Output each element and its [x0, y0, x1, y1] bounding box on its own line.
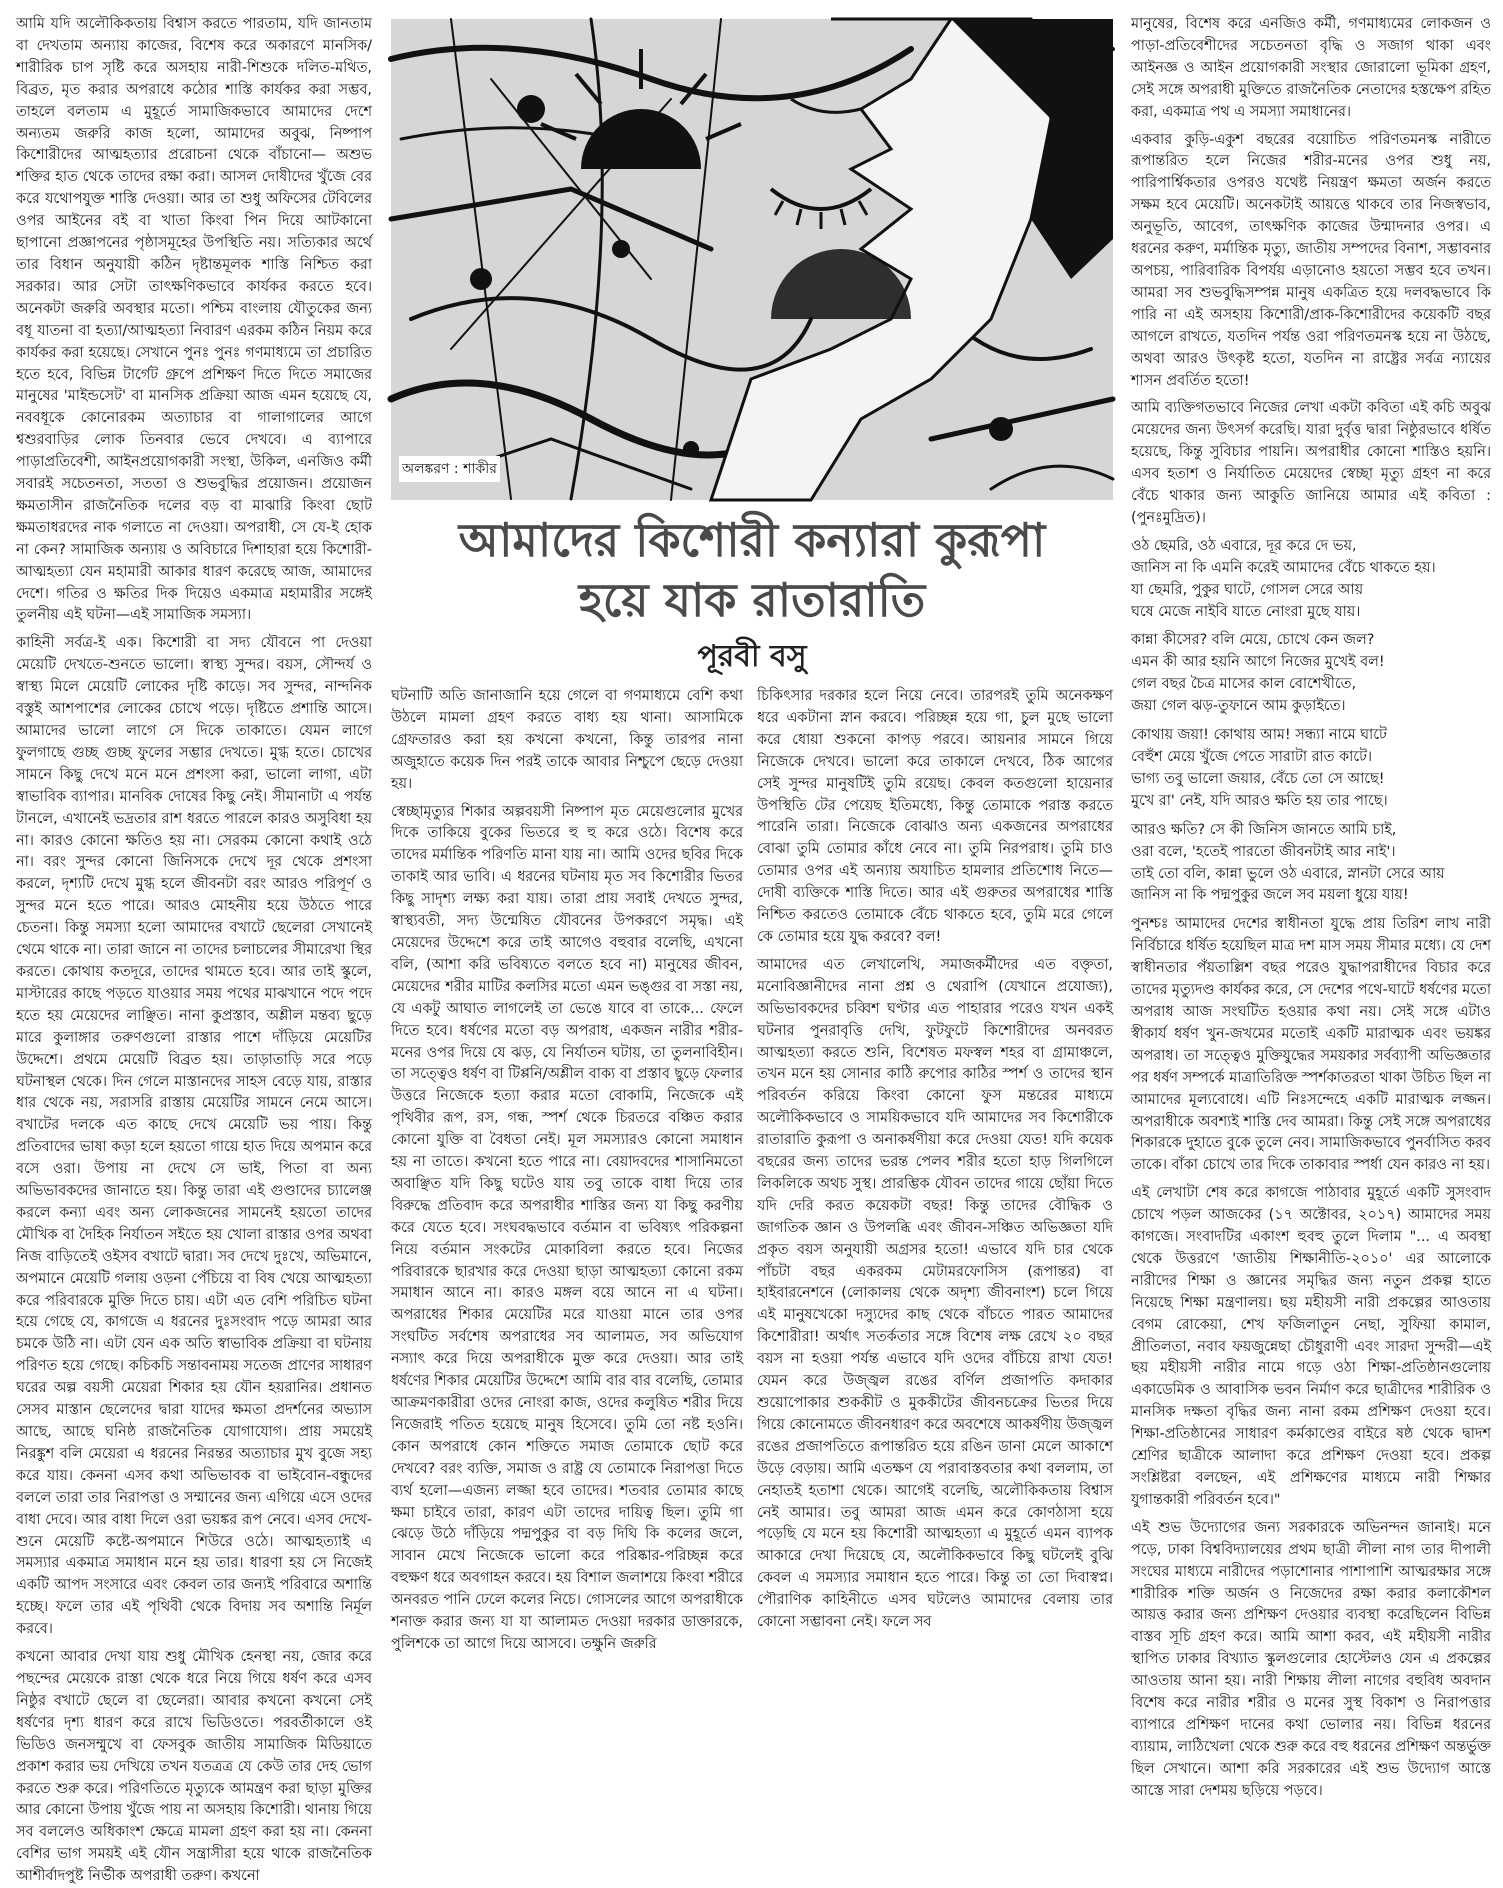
poem-stanza: [1131, 630, 1491, 718]
paragraph: পুনশ্চঃ আমাদের দেশের স্বাধীনতা যুদ্ধে প্রায় তিরিশ লাখ নারী নির্বিচারে ধর্ষিত হয়েছিল মাত্র দশ মাস সময় সীমার মধ্যে। যে দেশ স্বাধীনতার পঁয়তাল্লিশ বছর পরেও যুদ্ধাপরাধীদের বিচার করে তাদের মৃত্যুদণ্ড কার্যকর করে, সে দেশের পথে-ঘাটে ধর্ষণের মতো অপরাধ আজ সংঘটিত হওয়ার কথা নয়। সেই সঙ্গে এটাও স্বীকার্য ধর্ষণ খুন-জখমের মতোই একটি মারাত্মক এবং ভয়ঙ্কর অপরাধ। তা সত্ত্বেও মুক্তিযুদ্ধের সময়কার সর্বব্যাপী অভিজ্ঞতার পর ধর্ষণ সম্পর্কে মাত্রাতিরিক্ত স্পর্শকাতরতা থাকা উচিত ছিল না আমাদের মূল্যবোধে। এটি নিঃসন্দেহে একটি মারাত্মক লজ্জন। অপরাধীকে অবশ্যই শাস্তি দেব আমরা। কিন্তু সেই সঙ্গে অপরাধের শিকারকে দুহাতে বুকে তুলে নেব। সামাজিকভাবে পুনর্বাসিত করব তাকে। বাঁকা চোখে তার দিকে তাকাবার স্পর্ধা যেন কারও না হয়।: [1131, 916, 1491, 1174]
poem-line: এমন কী আর হয়নি আগে নিজের মুখেই বল!: [1131, 654, 1385, 671]
poem-line: জানিস না কি এমনি করেই আমাদের বেঁচে থাকতে হয়।: [1131, 559, 1436, 576]
poem-line: বেহুঁশ মেয়ে খুঁজে পেতে সারাটা রাত কাটে।: [1131, 749, 1373, 765]
poem-stanza: [1131, 536, 1491, 624]
poem-line: যা ছেমরি, পুকুর ঘাটে, গোসল সেরে আয়: [1131, 581, 1364, 598]
poem-line: কান্না কীসের? বলি মেয়ে, চোখে কেন জল?: [1131, 632, 1375, 649]
poem-line: জানিস না কি পদ্মপুকুর জলে সব ময়লা ধুয়ে যায়!: [1131, 887, 1409, 904]
paragraph: কখনো আবার দেখা যায় শুধু মৌখিক হেনস্থা নয়, জোর করে পছন্দের মেয়েকে রাস্তা থেকে ধরে নিয়ে গিয়ে ধর্ষণ করে এসব নিষ্ঠুর বখাটে ছেলে বা ছেলেরা। আবার কখনো কখনো সেই ধর্ষণের দৃশ্য ধারণ করে রাখে ভিডিওতে। পরবর্তীকালে ওই ভিডিও জনসম্মুখে বা ফেসবুক জাতীয় সামাজিক মিডিয়াতে প্রকাশ করার ভয় দেখিয়ে তখন যতত্রত্র যে কেউ তার দেহ ভোগ করতে শুরু করে। পরিণতিতে মৃত্যুকে আমন্ত্রণ করা ছাড়া মুক্তির আর কোনো উপায় খুঁজে পায় না অসহায় কিশোরী। থানায় গিয়ে সব বললেও অধিকাংশ ক্ষেত্রে মামলা গ্রহণ করা হয় না। কেননা বেশির ভাগ সময়ই এই যৌন সন্ত্রাসীরা হয়ে থাকে রাজনৈতিক আশীর্বাদপুষ্ট নির্ভীক অপরাধী তরুণ। কখনো: [16, 1649, 372, 1885]
paragraph: ঘটনাটি অতি জানাজানি হয়ে গেলে বা গণমাধ্যমে বেশি কথা উঠলে মামলা গ্রহণ করতে বাধ্য হয় থানা। আসামিকে গ্রেফতারও করা হয় কখনো কখনো, কিন্তু তারপর নানা অজুহাতে কয়েক দিন পরই তাকে আবার নিশ্চুপে ছেড়ে দেওয়া হয়।: [391, 688, 743, 792]
illustration: [391, 19, 1113, 500]
paragraph: আমি ব্যক্তিগতভাবে নিজের লেখা একটা কবিতা এই কচি অবুঝ মেয়েদের জন্য উৎসর্গ করেছি। যারা দুর্বৃত্ত দ্বারা নিষ্ঠুরভাবে ধর্ষিত হয়েছে, কিন্তু সুবিচার পায়নি। অপরাধীর কোনো শাস্তিও হয়নি। এসব হতাশ ও নির্যাতিত মেয়েদের স্বেচ্ছা মৃত্যু গ্রহণ না করে বেঁচে থাকার জন্য আকুতি জানিয়ে আমার এই কবিতা : (পুনঃমুদ্রিত)।: [1131, 400, 1491, 526]
headline: [391, 510, 1113, 630]
paragraph: আমি যদি অলৌকিকতায় বিশ্বাস করতে পারতাম, যদি জানতাম বা দেখতাম অন্যায় কাজের, বিশেষ করে অকারণে মানসিক/শারীরিক চাপ সৃষ্টি করে অসহায় নারী-শিশুকে দলিত-মথিত, বিব্রত, মৃত করার অপরাধে কঠোর শাস্তি কার্যকর করা সম্ভব, তাহলে বলতাম এ মুহূর্তে সামাজিকভাবে আমাদের দেশে অন্যতম জরুরি কাজ হলো, আমাদের অবুঝ, নিষ্পাপ কিশোরীদের আত্মহত্যার প্ররোচনা থেকে বাঁচানো— অশুভ শক্তির হাত থেকে তাদের রক্ষা করা। আসল দোষীদের খুঁজে বের করে যথোপযুক্ত শাস্তি দেওয়া। আর তা শুধু অফিসের টেবিলের ওপর আইনের বই বা খাতা কিংবা পিন দিয়ে আটকানো ছাপানো প্রজ্ঞাপনের পৃষ্ঠাসমূহের উপস্থিতি নয়। সত্যিকার অর্থে তার বিধান অনুযায়ী কঠিন দৃষ্টান্তমূলক শাস্তি নিশ্চিত করা সরকার। আর সেটা তাৎক্ষণিকভাবে কার্যকর করতে হবে। অনেকটা জরুরি অবস্থার মতো। পশ্চিম বাংলায় যৌতুকের জন্য বধূ যাতনা বা হত্যা/আত্মহত্যা নিবারণ এরকম কঠিন নিয়ম করে কার্যকর করা হয়েছে। সেখানে পুনঃ পুনঃ গণমাধ্যমে তা প্রচারিত হতে হবে, বিভিন্ন টার্গেট গ্রুপে প্রশিক্ষণ দিতে দিতে সমাজের মানুষের 'মাইন্ডসেট' বা মানসিক প্রক্রিয়া আজ এমন হয়েছে যে, নববধূকে কোনোরকম অত্যাচার বা গালাগালের আগে শ্বশুরবাড়ির লোক তিনবার ভেবে দেখবে। এ ব্যাপারে পাড়াপ্রতিবেশী, আইনপ্রয়োগকারী সংস্থা, উকিল, এনজিও কর্মী সবারই সচেতনতা, সততা ও শুভবুদ্ধির প্রয়োজন। প্রয়োজন ক্ষমতাসীন রাজনৈতিক দলের বড় বা মাঝারি কিংবা ছোট ক্ষমতাধরদের নাক গলাতে না দেওয়া। অপরাধী, সে যে-ই হোক না কেন? সামাজিক অন্যায় ও অবিচারে দিশাহারা হয়ে কিশোরী-আত্মহত্যা যেন মহামারী আকার ধারণ করেছে আজ, আমাদের দেশে। গতির ও ক্ষতির দিক দিয়েও একমাত্র মহামারীর সঙ্গেই তুলনীয় এই ঘটনা—এই সামাজিক সমস্যা।: [16, 16, 372, 624]
paragraph: মানুষের, বিশেষ করে এনজিও কর্মী, গণমাধ্যমের লোকজন ও পাড়া-প্রতিবেশীদের সচেতনতা বৃদ্ধি ও সজাগ থাকা এবং আইনজ্ঞ ও আইন প্রয়োগকারী সংস্থার জোরালো ভূমিকা গ্রহণ, সেই সঙ্গে অপরাধী মুক্তিতে রাজনৈতিক নেতাদের হস্তক্ষেপ রহিত করা, একমাত্র পথ এ সমস্যা সমাধানের।: [1131, 16, 1491, 120]
article-column-4: [1131, 14, 1491, 1799]
paragraph: এই লেখাটা শেষ করে কাগজে পাঠাবার মুহূর্তে একটি সুসংবাদ চোখে পড়ল আজকের (১৭ অক্টোবর, ২০১৭) আমাদের সময় কাগজে। সংবাদটির একাংশ হুবহু তুলে দিলাম "... এ অবস্থা থেকে উত্তরণে 'জাতীয় শিক্ষানীতি-২০১০' এর আলোকে নারীদের শিক্ষা ও জ্ঞানের সমৃদ্ধির জন্য নতুন প্রকল্প হাতে নিয়েছে শিক্ষা মন্ত্রণালয়। ছয় মহীয়সী নারী প্রকল্পের আওতায় বেগম রোকেয়া, শেখ ফজিলাতুন নেছা, সুফিয়া কামাল, প্রীতিলতা, নবাব ফয়জুন্নেছা চৌধুরাণী এবং সারদা সুন্দরী—এই ছয় মহীয়সী নারীর নামে গড়ে ওঠা শিক্ষা-প্রতিষ্ঠানগুলোয় একাডেমিক ও আবাসিক ভবন নির্মাণ করে ছাত্রীদের শারীরিক ও মানসিক দক্ষতা বৃদ্ধির জন্য নানা রকম প্রশিক্ষণ দেওয়া হবে। শিক্ষা-প্রতিষ্ঠানের সাধারণ কর্মকাণ্ডের বাইরে ষষ্ঠ থেকে দ্বাদশ শ্রেণির ছাত্রীকে আলাদা করে প্রশিক্ষণ দেওয়া হবে। প্রকল্প সংশ্লিষ্টরা বলছেন, এই প্রশিক্ষণের মাধ্যমে নারী শিক্ষার যুগান্তকারী পরিবর্তন হবে।": [1131, 1185, 1491, 1508]
paragraph: চিকিৎসার দরকার হলে নিয়ে নেবে। তারপরই তুমি অনেকক্ষণ ধরে একটানা স্নান করবে। পরিচ্ছন্ন হয়ে গা, চুল মুছে ভালো করে ধোয়া শুকনো কাপড় পরবে। আয়নার সামনে গিয়ে নিজেকে দেখবে। ভালো করে তাকালে দেখবে, ঠিক আগের সেই সুন্দর মানুষটিই তুমি রয়েছ। কেবল কতগুলো হায়েনার উপস্থিতি টের পেয়েছ ইতিমধ্যে, কিন্তু তোমাকে পরাস্ত করতে পারেনি তারা। নিজেকে বোঝাও অন্য একজনের অপরাধের বোঝা তুমি তোমার কাঁধে নেবে না। তুমি নিরপরাধ। তুমি চাও তোমার ওপর এই অন্যায় অযাচিত হামলার প্রতিশোধ নিতে—দোষী ব্যক্তিকে শাস্তি দিতে। আর এই গুরুতর অপরাধের শাস্তি নিশ্চিত করতেও তোমাকে বেঁচে থাকতে হবে, তুমি মরে গেলে কে তোমার হয়ে যুদ্ধ করবে? বল!: [757, 688, 1113, 945]
poem-line: কোথায় জয়া! কোথায় আম! সন্ধ্যা নামে ঘাটে: [1131, 727, 1387, 744]
poem: [1131, 536, 1491, 908]
poem-line: ভাগ্য তবু ভালো জয়ার, বেঁচে তো সে আছে!: [1131, 770, 1385, 787]
poem-line: মুখে রা' নেই, যদি আরও ক্ষতি হয় তার পাছে।: [1131, 792, 1388, 809]
article-column-1: [16, 14, 372, 1885]
poem-line: ওঠ ছেমরি, ওঠ এবারে, দূর করে দে ভয়,: [1131, 537, 1357, 554]
poem-line: ওরা বলে, 'হতেই পারতো জীবনটাই আর নাই'।: [1131, 843, 1396, 860]
paragraph: একবার কুড়ি-একুশ বছরের বয়োচিত পরিণতমনস্ক নারীতে রূপান্তরিত হলে নিজের শরীর-মনের ওপর শুধু নয়, পারিপার্শ্বিকতার ওপরও যথেষ্ট নিয়ন্ত্রণ ক্ষমতা অর্জন করতে সক্ষম হবে মেয়েটি। অনেকটাই আয়ত্তে থাকবে তার নিজস্বভাব, অনুভূতি, আবেগ, তাৎক্ষণিক কাজের উন্মাদনার ওপর। এ ধরনের করুণ, মর্মান্তিক মৃত্যু, জাতীয় সম্পদের বিনাশ, সম্ভাবনার অপচয়, পারিবারিক বিপর্যয় এড়ানোও হয়তো সম্ভব হবে তখন। আমরা সব শুভবুদ্ধিসম্পন্ন মানুষ একত্রিত হয়ে দলবদ্ধভাবে কি পারি না এই অসহায় কিশোরী/প্রাক-কিশোরীদের কয়েকটি বছর আগলে রাখতে, যতদিন পর্যন্ত ওরা পরিণতমনস্ক হয়ে না উঠছে, অথবা আরও উৎকৃষ্ট হতো, যতদিন না রাষ্ট্রের সর্বত্র ন্যায়ের শাসন প্রবর্তিত হতো!: [1131, 131, 1491, 389]
article-column-3: [757, 686, 1113, 1631]
article-column-2: [391, 686, 743, 1652]
poem-stanza: [1131, 820, 1491, 908]
paragraph: কাহিনী সর্বত্র-ই এক। কিশোরী বা সদ্য যৌবনে পা দেওয়া মেয়েটি দেখতে-শুনতে ভালো। স্বাস্থ্য সুন্দর। বয়স, সৌন্দর্য ও স্বাস্থ্য মিলে মেয়েটি লোকের দৃষ্টি কাড়ে। সব সুন্দর, নান্দনিক বস্তুই আশপাশের লোকের চোখে পড়ে। দৃষ্টিতে প্রশান্তি আসে। আমাদের ভালো লাগে সে দিকে তাকাতে। যেমন লাগে ফুলগাছে গুচ্ছ গুচ্ছ ফুলের সম্ভার দেখতে। মুগ্ধ হতে। চোখের সামনে কিছু দেখে মনে মনে প্রশংসা করা, ভালো লাগা, এটা স্বাভাবিক ব্যাপার। মানবিক দোষের কিছু নেই। সীমানাটা এ পর্যন্ত টানলে, এখানেই ভদ্রতার রাশ ধরতে পারলে কারও অসুবিধা হয় না। কারও কোনো ক্ষতিও হয় না। সেরকম কোনো কথাই ওঠে না। বরং সুন্দর কোনো জিনিসকে দেখে দূর থেকে প্রশংসা করলে, দৃশ্যটি দেখে মুগ্ধ হলে জীবনটা বরং আরও পরিপূর্ণ ও সুন্দর মনে হতে পারে। আরও মোহনীয় হয়ে উঠতে পারে চেতনা। কিন্তু সমস্যা হলো আমাদের বখাটে ছেলেরা সেখানেই থেমে থাকে না। তারা জানে না তাদের চলাচলের সীমারেখা স্থির করতে। কোথায় কতদূরে, তাদের থামতে হবে। আর তাই স্কুলে, মাস্টারের কাছে পড়তে যাওয়ার সময় পথের মাঝখানে পদে পদে হতে হয় মেয়েদের লাঞ্ছিত। নানা কুপ্রস্তাব, অশ্লীল মন্তব্য ছুড়ে মারে কুলাঙ্গার তরুণগুলো রাস্তার পাশে দাঁড়িয়ে মেয়েটির উদ্দেশে। প্রথমে মেয়েটি বিব্রত হয়। তাড়াতাড়ি সরে পড়ে ঘটনাস্থল থেকে। দিন গেলে মাস্তানদের সাহস বেড়ে যায়, রাস্তার ধার থেকে নয়, সরাসরি রাস্তায় মেয়েটির সামনে নেমে আসে। বখাটের দলকে এত কাছে দেখে মেয়েটি ভয় পায়। কিন্তু প্রতিবাদের ভাষা কড়া হলে হয়তো গায়ে হাত দিয়ে অপমান করে বসে ওরা। উপায় না দেখে সে ভাই, পিতা বা অন্য অভিভাবকদের জানাতে হয়। কিন্তু তারা এই গুণ্ডাদের চ্যালেঞ্জ করলে কন্যা এবং অন্য লোকজনের সামনেই হয়তো তাদের মৌখিক বা দৈহিক নির্যাতন সইতে হয় খোলা রাস্তার ওপর অথবা নিজ বাড়িতেই ওইসব বখাটে দ্বারা। সব দেখে দুঃখে, অভিমানে, অপমানে মেয়েটি গলায় ওড়না পেঁচিয়ে বা বিষ খেয়ে আত্মহত্যা করে পরিবারকে মুক্তি দিতে চায়। এটা এত বেশি পরিচিত ঘটনা হয়ে গেছে যে, কাগজে এ ধরনের দুঃসংবাদ পড়ে আমরা আর চমকে উঠি না। এটা যেন এক অতি স্বাভাবিক প্রক্রিয়া বা ঘটনায় পরিণত হয়ে গেছে। কচিকচি সন্তাবনাময় সতেজ প্রাণের সাধারণ ঘরের অল্প বয়সী মেয়েরা শিকার হয় যৌন হয়রানির। প্রধানত সেসব মাস্তান ছেলেদের দ্বারা যাদের ক্ষমতা প্রদর্শনের অভ্যাস আছে, আছে ঘনিষ্ঠ রাজনৈতিক যোগাযোগ। প্রায় সময়েই নিরঙ্কুশ বলি মেয়েরা এ ধরনের নিরন্তর অত্যাচার মুখ বুজে সহ্য করে যায়। কেননা এসব কথা অভিভাবক বা ভাইবোন-বন্ধুদের বললে তারা তার নিরাপত্তা ও সম্মানের জন্য এগিয়ে এসে ওদের বাধা দেবে। আর বাধা দিলে ওরা ভয়ঙ্কর রূপ নেবে। এসব দেখে-শুনে মেয়েটি কষ্টে-অপমানে শিউরে ওঠে। আত্মহত্যাই এ সমস্যার একমাত্র সমাধান মনে হয় তার। ধারণা হয় সে নিজেই একটি আপদ সংসারে এবং কেবল তার জন্যই পরিবারে অশান্তি হচ্ছে। ফলে তার এই পৃথিবী থেকে বিদায় সব অশান্তি নির্মূল করবে।: [16, 635, 372, 1638]
paragraph: আমাদের এত লেখালেখি, সমাজকর্মীদের এত বক্তৃতা, মনোবিজ্ঞানীদের নানা প্রশ্ন ও থেরাপি (যেখানে প্রযোজ্য), অভিভাবকদের চব্বিশ ঘণ্টার এত পাহারার পরেও যখন একই ঘটনার পুনরাবৃত্তি দেখি, ফুটফুটে কিশোরীদের অনবরত আত্মহত্যা করতে শুনি, বিশেষত মফস্বল শহর বা গ্রামাঞ্চলে, তখন মনে হয় সোনার কাঠি রুপোর কাঠির স্পর্শ ও তাদের স্থান পরিবর্তন করিয়ে কিংবা কোনো ফুস মন্তরের মাধ্যমে অলৌকিকভাবে ও সাময়িকভাবে যদি আমাদের সব কিশোরীকে রাতারাতি কুরূপা ও অনাকর্ষণীয়া করে দেওয়া যেত! যদি কয়েক বছরের জন্য তাদের ভরন্ত পেলব শরীর হতো হাড় গিলগিলে লিকলিকে অথচ সুস্থ। প্রারম্ভিক যৌবন তাদের গায়ে ছোঁয়া দিতে যদি দেরি করত কয়েকটা বছর! কিন্তু তাদের বৌদ্ধিক ও জাগতিক জ্ঞান ও উপলব্ধি এবং জীবন-সঞ্চিত অভিজ্ঞতা যদি প্রকৃত বয়স অনুযায়ী অগ্রসর হতো! এভাবে যদি চার থেকে পাঁচটা বছর একরকম মেটামরফোসিস (রূপান্তর) বা হাইবারনেশনে (লোকালয় থেকে অদৃশ্য জীবনাংশ) চলে গিয়ে এই মানুষখেকো দস্যুদের কাছ থেকে বাঁচতে পারত আমাদের কিশোরীরা! অর্থাৎ সতর্কতার সঙ্গে বিশেষ লক্ষ রেখে ২০ বছর বয়স না হওয়া পর্যন্ত এভাবে যদি ওদের বাঁচিয়ে রাখা যেত! যেমন করে উজ্জ্বল রঙের বর্ণিল প্রজাপতি কদাকার শুয়োপোকার শুককীট ও মুককীটের জীবনচক্রের ভিতর দিয়ে গিয়ে কোনোমতে জীবনধারণ করে অবশেষে আকর্ষণীয় উজ্জ্বল রঙের প্রজাপতিতে রূপান্তরিত হয়ে রঙিন ডানা মেলে আকাশে উড়ে বেড়ায়। আমি এতক্ষণ যে পরাবাস্তবতার কথা বললাম, তা নেহাতই হতাশা থেকে। আগেই বলেছি, অলৌকিকতায় বিশ্বাস নেই আমার। তবু আমরা আজ এমন করে কোণঠাসা হয়ে পড়েছি যে মনে হয় কিশোরী আত্মহত্যা এ মুহূর্তে এমন ব্যাপক আকারে দেখা দিয়েছে যে, অলৌকিকভাবে কিছু ঘটলেই বুঝি কেবল এ সমস্যার সমাধান হতে পারে। কিন্তু তা তো দিবাস্বপ্ন। পৌরাণিক কাহিনীতে এসব ঘটলেও আমাদের বেলায় তার কোনো সম্ভাবনা নেই। ফলে সব: [757, 956, 1113, 1631]
ink-illustration: [391, 19, 1113, 500]
poem-line: তাই তো বলি, কান্না ভুলে ওঠ এবারে, স্নানটা সেরে আয়: [1131, 865, 1445, 882]
illustration-credit: অলঙ্করণ : শাকীর: [399, 456, 500, 482]
poem-line: আরও ক্ষতি? সে কী জিনিস জানতে আমি চাই,: [1131, 821, 1397, 838]
poem-line: জয়া গেল ঝড়-তুফানে আম কুড়াইতে।: [1131, 698, 1346, 715]
headline-line-1: আমাদের কিশোরী কন্যারা কুরূপা: [458, 513, 1046, 567]
paragraph: এই শুভ উদ্যোগের জন্য সরকারকে অভিনন্দন জানাই। মনে পড়ে, ঢাকা বিশ্ববিদ্যালয়ের প্রথম ছাত্রী লীলা নাগ তার দীপালী সংঘের মাধ্যমে নারীদের পড়াশোনার পাশাপাশি আত্মরক্ষার সঙ্গে শারীরিক শক্তি অর্জন ও নিজেদের রক্ষা করার কলাকৌশল আয়ত্ত করার জন্য প্রশিক্ষণ দেওয়ার ব্যবস্থা করেছিলেন বিভিন্ন বাস্তব সূচি গ্রহণ করে। আমি আশা করব, এই মহীয়সী নারীর স্থাপিত ঢাকার বিখ্যাত স্কুলগুলোর হোস্টেলও যেন এ প্রকল্পের আওতায় আনা হয়। নারী শিক্ষায় লীলা নাগের বহুবিধ অবদান বিশেষ করে নারীর শরীর ও মনের সুস্থ বিকাশ ও নিরাপত্তার ব্যাপারে প্রশিক্ষণ দানের কথা ভোলার নয়। বিভিন্ন ধরনের ব্যায়াম, লাঠিখেলা থেকে শুরু করে বহু ধরনের প্রশিক্ষণ অন্তর্ভুক্ত ছিল সেখানে। আশা করি সরকারের এই শুভ উদ্যোগ আস্তে আস্তে সারা দেশময় ছড়িয়ে পড়বে।: [1131, 1519, 1491, 1799]
paragraph: স্বেচ্ছামৃত্যুর শিকার অল্পবয়সী নিষ্পাপ মৃত মেয়েগুলোর মুখের দিকে তাকিয়ে বুকের ভিতরে হু হু করে ওঠে। বিশেষ করে তাদের মর্মান্তিক পরিণতি মানা যায় না। আমি ওদের ছবির দিকে তাকাই আর ভাবি। এ ধরনের ঘটনায় মৃত সব কিশোরীর ভিতর কিছু সাদৃশ্য লক্ষ্য করা যায়। তারা প্রায় সবাই দেখতে সুন্দর, স্বাস্থ্যবতী, সদ্য উন্মেষিত যৌবনের উপকরণে সমৃদ্ধ। এই মেয়েদের উদ্দেশে করে তাই আগেও বহুবার বলেছি, এখনো বলি, (আশা করি ভবিষ্যতে বলতে হবে না) মানুষের জীবন, মেয়েদের শরীর মাটির কলসির মতো এমন ভঙ্গুর বা সস্তা নয়, যে একটু আঘাত লাগলেই তা ভেঙে যাবে বা তাকে... ফেলে দিতে হবে। ধর্ষণের মতো বড় অপরাধ, একজন নারীর শরীর-মনের ওপর দিয়ে যে ঝড়, যে নির্যাতন ঘটায়, তা তুলনাবিহীন। তা সত্ত্বেও ধর্ষণ বা টিপ্পনি/অশ্লীল বাক্য বা প্রস্তাব ছুড়ে ফেলার উত্তরে নিজেকে হত্যা করার মতো বোকামি, নিজেকে এই পৃথিবীর রূপ, রস, গন্ধ, স্পর্শ থেকে চিরতরে বঞ্চিত করার কোনো যুক্তি বা বৈধতা নেই। মূল সমস্যারও কোনো সমাধান হয় না তাতে। কখনো হতে পারে না। বেয়াদবদের শাসানিমতো অবাঞ্ছিত যদি কিছু ঘটেও যায় তবু তাকে বাধা দিয়ে তার বিরুদ্ধে প্রতিবাদ করে অপরাধীর শাস্তির জন্য যা কিছু করণীয় করে যেতে হবে। সংঘবদ্ধভাবে বর্তমান বা ভবিষ্যৎ পরিকল্পনা নিয়ে বর্তমান সংকটের মোকাবিলা করতে হবে। নিজের পরিবারকে ছারখার করে দেওয়া ছাড়া আত্মহত্যা কোনো রকম সমাধান আনে না। কারও মঙ্গল বয়ে আনে না এ ঘটনা। অপরাধের শিকার মেয়েটির মরে যাওয়া মানে তার ওপর সংঘটিত সর্বশেষ অপরাধের সব আলামত, সব অভিযোগ নস্যাৎ করে দিয়ে অপরাধীকে মুক্ত করে দেওয়া। আর তাই ধর্ষণের শিকার মেয়েটির উদ্দেশে আমি বার বার বলেছি, তোমার আক্রমণকারীরা ওদের নোংরা কাজ, ওদের কলুষিত শরীর দিয়ে নিজেরাই পতিত হয়েছে মানুষ হিসেবে। তুমি তো নষ্ট হওনি। কোন অপরাধে কোন শক্তিতে সমাজ তোমাকে ছোট করে দেখবে? বরং ব্যক্তি, সমাজ ও রাষ্ট্র যে তোমাকে নিরাপত্তা দিতে ব্যর্থ হলো—এজন্য লজ্জা হবে তাদের। শতবার তোমার কাছে ক্ষমা চাইবে তারা, কারণ এটা তাদের দায়িত্ব ছিল। তুমি গা ঝেড়ে উঠে দাঁড়িয়ে পদ্মপুকুর বা বড় দিঘি কি কলের জলে, সাবান মেখে নিজেকে ভালো করে পরিষ্কার-পরিচ্ছন্ন করে বহুক্ষণ ধরে অবগাহন করবে। হয় বিশাল জলাশয়ে কিংবা শরীরে অনবরত পানি ঢেলে কলের নিচে। গোসলের আগে অপরাধীকে শনাক্ত করার জন্য যা যা আলামত দেওয়া দরকার ডাক্তারকে, পুলিশকে তা আগে দিয়ে আসবে। তক্ষুনি জরুরি: [391, 803, 743, 1652]
poem-line: ঘষে মেজে নাইবি যাতে নোংরা মুছে যায়।: [1131, 603, 1361, 620]
headline-line-2: হয়ে যাক রাতারাতি: [578, 573, 926, 627]
poem-stanza: [1131, 725, 1491, 813]
poem-line: গেল বছর চৈত্র মাসের কাল বোশেখীতে,: [1131, 676, 1357, 693]
author-byline: পূরবী বসু: [697, 639, 807, 674]
